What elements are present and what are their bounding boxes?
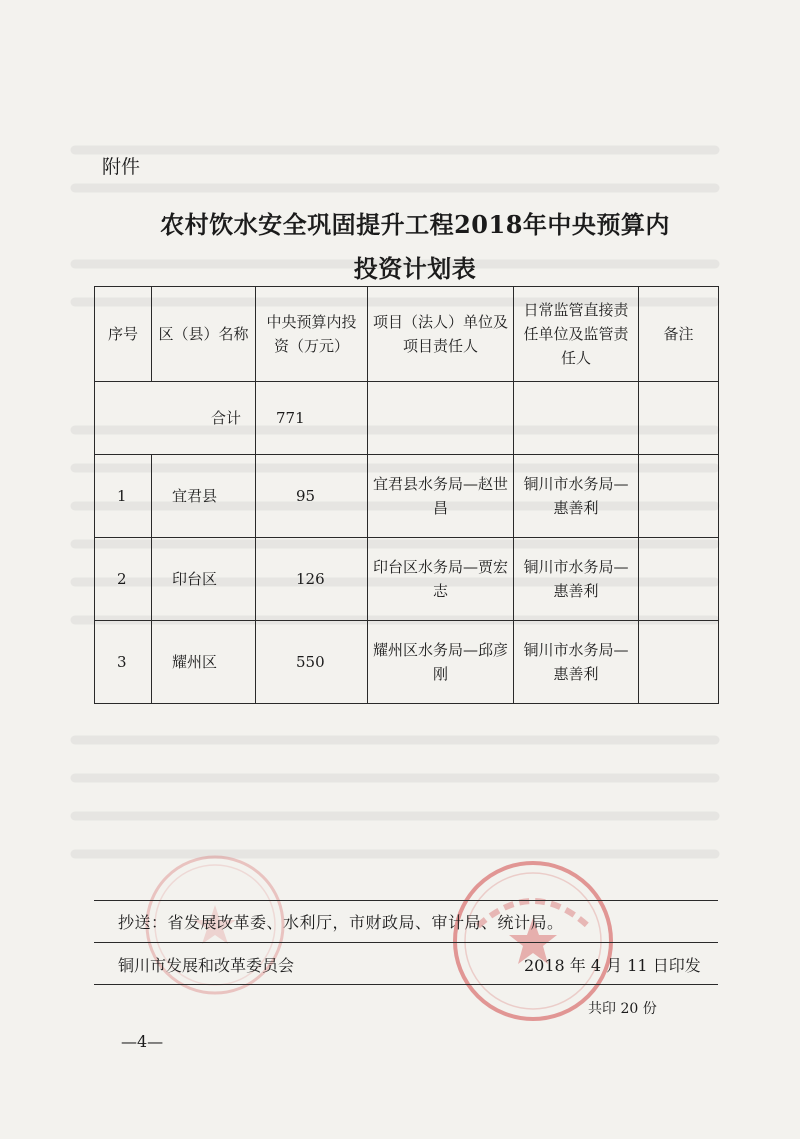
header-supervisor: 日常监管直接责任单位及监管责任人 [514,287,639,382]
attachment-label: 附件 [102,156,141,178]
row-county: 印台区 [152,538,256,621]
row-note [639,621,719,704]
row-county: 耀州区 [152,621,256,704]
table-row [95,455,719,538]
row-serial: 3 [95,621,152,704]
cc-recipients: 抄送：省发展改革委、水利厅，市财政局、审计局、统计局。 [118,913,564,932]
copies-count: 共印 20 份 [588,1001,657,1017]
title-line-2: 投资计划表 [353,254,477,283]
total-amount: 771 [256,382,368,455]
row-project-unit: 印台区水务局—贾宏志 [368,538,514,621]
row-supervisor: 铜川市水务局—惠善利 [514,538,639,621]
row-amount: 126 [256,538,368,621]
total-label: 合计 [95,382,256,455]
row-amount: 95 [256,455,368,538]
row-serial: 2 [95,538,152,621]
header-county: 区（县）名称 [152,287,256,382]
issue-date: 2018 年 4 月 11 日印发 [524,956,701,975]
table-total-row [95,382,719,455]
row-project-unit: 宜君县水务局—赵世昌 [368,455,514,538]
investment-plan-table [94,286,719,704]
row-project-unit: 耀州区水务局—邱彦刚 [368,621,514,704]
row-amount: 550 [256,621,368,704]
page-number: —4— [121,1032,164,1051]
row-county: 宜君县 [152,455,256,538]
title-line-1: 农村饮水安全巩固提升工程2018年中央预算内 [160,210,670,239]
document-title [95,203,735,291]
footer-rule-bottom [94,984,718,985]
row-note [639,538,719,621]
row-supervisor: 铜川市水务局—惠善利 [514,455,639,538]
footer-rule-middle [94,942,718,943]
table-header-row [95,287,719,382]
table-row [95,538,719,621]
header-project-unit: 项目（法人）单位及项目责任人 [368,287,514,382]
footer-rule-top [94,900,718,901]
issuing-office: 铜川市发展和改革委员会 [118,956,295,975]
row-serial: 1 [95,455,152,538]
row-supervisor: 铜川市水务局—惠善利 [514,621,639,704]
header-investment: 中央预算内投资（万元） [256,287,368,382]
header-serial: 序号 [95,287,152,382]
row-note [639,455,719,538]
header-note: 备注 [639,287,719,382]
table-row [95,621,719,704]
